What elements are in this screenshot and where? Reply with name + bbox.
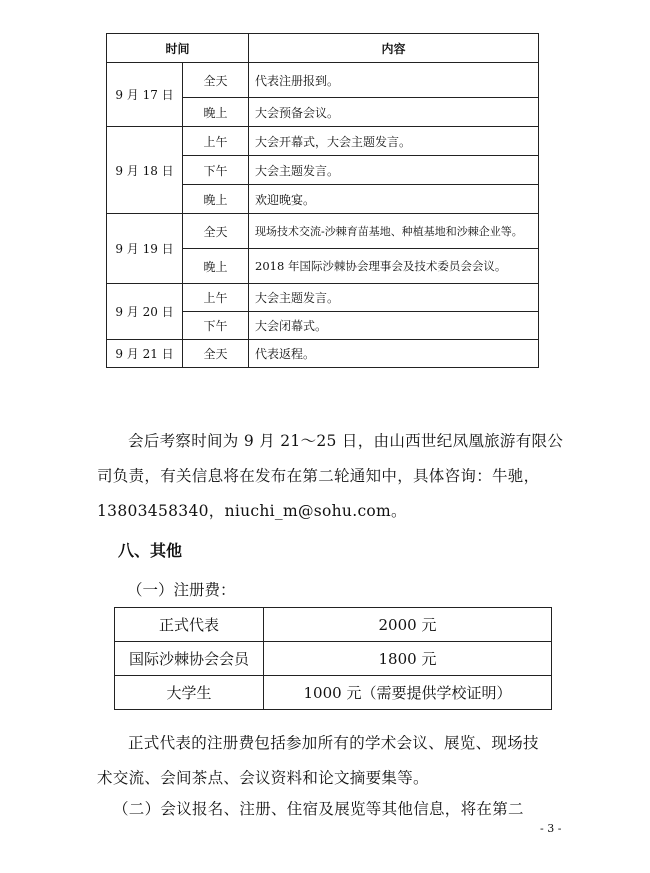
inspection-paragraph [97,424,567,529]
fee-type: 国际沙棘协会会员 [115,642,264,676]
schedule-period: 晚上 [183,185,249,214]
inspection-line-1: 会后考察时间为 9 月 21～25 日，由山西世纪凤凰旅游有限公 [128,432,564,450]
fee-type: 大学生 [115,676,264,710]
registration-paragraph [113,792,573,827]
schedule-table [106,33,539,368]
schedule-period: 全天 [183,214,249,249]
fee-subheading: （一）注册费： [127,581,236,599]
page-number: - 3 - [540,822,562,835]
schedule-header-content: 内容 [249,34,539,63]
table-row [115,676,552,710]
fee-type: 正式代表 [115,608,264,642]
schedule-period: 上午 [183,127,249,156]
schedule-period: 晚上 [183,98,249,127]
fee-amount: 1000 元（需要提供学校证明） [264,676,552,710]
schedule-date: 9 月 19 日 [107,214,183,284]
schedule-content: 大会主题发言。 [249,156,539,185]
schedule-date: 9 月 17 日 [107,63,183,127]
schedule-content: 大会开幕式，大会主题发言。 [249,127,539,156]
fee-table [114,607,552,710]
schedule-content: 2018 年国际沙棘协会理事会及技术委员会会议。 [249,249,539,284]
inspection-line-3: 13803458340，niuchi_m@sohu.com。 [97,502,407,520]
schedule-date: 9 月 20 日 [107,284,183,340]
schedule-content: 大会主题发言。 [249,284,539,312]
schedule-period: 晚上 [183,249,249,284]
fee-amount: 2000 元 [264,608,552,642]
fee-note-paragraph [97,726,567,796]
table-row [115,608,552,642]
table-row [107,340,539,368]
schedule-period: 上午 [183,284,249,312]
schedule-period: 全天 [183,63,249,98]
section-heading: 八、其他 [118,541,183,560]
schedule-content: 现场技术交流-沙棘育苗基地、种植基地和沙棘企业等。 [249,214,539,249]
table-row [115,642,552,676]
fee-note-line-2: 术交流、会间茶点、会议资料和论文摘要集等。 [97,769,429,787]
fee-amount: 1800 元 [264,642,552,676]
schedule-date: 9 月 21 日 [107,340,183,368]
inspection-line-2: 司负责，有关信息将在发布在第二轮通知中，具体咨询：牛驰， [97,467,540,485]
schedule-content: 大会预备会议。 [249,98,539,127]
fee-note-line-1: 正式代表的注册费包括参加所有的学术会议、展览、现场技 [128,734,539,752]
schedule-header-row [107,34,539,63]
table-row [107,63,539,98]
table-row [107,214,539,249]
schedule-content: 大会闭幕式。 [249,312,539,340]
schedule-date: 9 月 18 日 [107,127,183,214]
schedule-period: 下午 [183,156,249,185]
schedule-content: 代表注册报到。 [249,63,539,98]
registration-line: （二）会议报名、注册、住宿及展览等其他信息，将在第二 [113,800,524,818]
schedule-header-time: 时间 [107,34,249,63]
table-row [107,127,539,156]
schedule-period: 下午 [183,312,249,340]
schedule-content: 代表返程。 [249,340,539,368]
schedule-period: 全天 [183,340,249,368]
table-row [107,284,539,312]
schedule-content: 欢迎晚宴。 [249,185,539,214]
